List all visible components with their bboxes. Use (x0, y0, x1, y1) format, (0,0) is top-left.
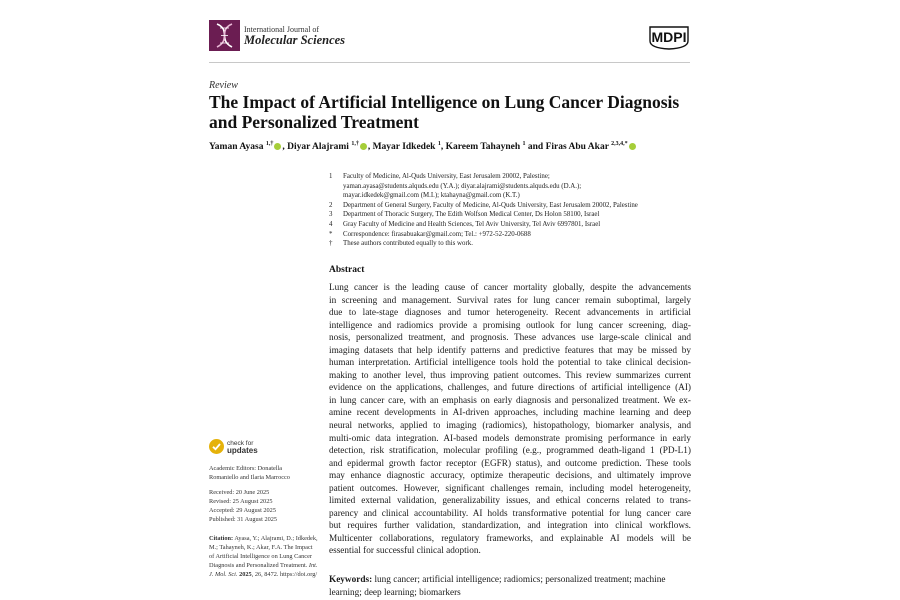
abstract-line: detection, risk stratification, molecular profiling (e.g., programmed death-ligand 1 (PD-L1) (329, 446, 691, 457)
affiliation-row (329, 239, 709, 249)
citation-year: 2025 (237, 571, 252, 578)
citation-label: Citation: (209, 535, 234, 542)
author-affiliation-marker: 1 (437, 141, 441, 147)
citation (209, 534, 319, 579)
author-affiliation-marker: 1,† (265, 141, 274, 147)
affiliation-row (329, 220, 709, 230)
affiliation-row (329, 210, 709, 220)
author-list (209, 141, 699, 152)
date-accepted: Accepted: 29 August 2025 (209, 507, 276, 514)
abstract-line: multi-omic data integration. AI-based models demonstrate promising performance in early (329, 433, 691, 444)
author-name[interactable]: Kareem Tahayneh (445, 142, 523, 153)
abstract-line: making to another level, thus improving patient outcomes. This review summarizes current (329, 370, 691, 381)
abstract-line: Lung cancer is the leading cause of cancer mortality globally, despite the advancements (329, 283, 691, 293)
affiliations (329, 172, 709, 249)
affiliation-marker (329, 182, 343, 192)
abstract-line: Multicenter collaborations, regulatory frameworks, and explainable AI models will be (329, 533, 691, 544)
abstract-line: patient outcomes. However, significant challenges remain, including model heterogeneity, (329, 483, 691, 494)
journal-name-line1: International Journal of (244, 25, 320, 34)
affiliation-row (329, 230, 709, 240)
check-line1: check for (227, 440, 254, 447)
affiliation-marker: 1 (329, 173, 333, 180)
abstract-line: may enhance diagnostic accuracy, optimize therapeutic decisions, and ultimately improve (329, 471, 691, 482)
publication-dates (209, 488, 319, 524)
affiliation-row (329, 201, 709, 211)
affiliation-marker: * (329, 230, 333, 238)
author-name[interactable]: Diyar Alajrami (287, 142, 352, 153)
affiliation-marker: 2 (329, 201, 333, 209)
author-separator: , (367, 142, 373, 153)
abstract-line: but requires further validation, standardization, and integration into clinical workflows. (329, 521, 691, 532)
publisher-name: MDPI (651, 29, 687, 45)
affiliation-text: These authors contributed equally to this work. (343, 240, 473, 248)
editors-line1: Academic Editors: Donatella (209, 465, 283, 472)
affiliation-marker: 3 (329, 211, 333, 219)
abstract-heading: Abstract (329, 265, 365, 275)
orcid-icon[interactable] (274, 143, 281, 150)
author-separator: , (440, 142, 446, 153)
affiliation-text: yaman.ayasa@students.alquds.edu (Y.A.); diyar.alajrami@students.alquds.edu (D.A.); (343, 182, 582, 190)
date-published: Published: 31 August 2025 (209, 516, 278, 523)
abstract-line: due to late-stage diagnoses and tumor heterogeneity. Recent advancements in artificial (329, 308, 691, 319)
orcid-icon[interactable] (360, 143, 367, 150)
abstract-line: nosis, personalized treatment, and prognosis. These advances use large-scale clinical and (329, 333, 691, 344)
author-affiliation-marker: 2,3,4,* (611, 141, 628, 147)
affiliation-marker (329, 191, 343, 201)
author-affiliation-marker: 1,† (351, 141, 359, 147)
affiliation-row (329, 172, 709, 182)
abstract-line: parency and clinical accountability. AI holds transformative potential for lung cancer care (329, 508, 691, 519)
abstract-line: and epidermal growth factor receptor (EGFR) status), and outcome prediction. These tools (329, 458, 691, 469)
affiliation-text: Gray Faculty of Medicine and Health Sciences, Tel Aviv University, Tel Aviv 6997801, Israel (343, 220, 601, 228)
date-revised: Revised: 25 August 2025 (209, 498, 273, 505)
author-name[interactable]: Mayar Idkedek (372, 142, 438, 153)
affiliation-row (329, 182, 709, 192)
abstract-line: intelligence and radiomics provide a promising outlook for lung cancer screening, diag- (329, 320, 691, 331)
check-line2: updates (227, 446, 258, 455)
article-title: The Impact of Artificial Intelligence on Lung Cancer Diagnosis and Personalized Treatment (209, 92, 680, 132)
abstract-line: in screening and management. Survival rates for lung cancer remain suboptimal, largely (329, 295, 691, 306)
journal-logo (209, 20, 240, 51)
abstract-line: imaging datasets that help identify patterns and predictive features that may be missed by (329, 345, 691, 356)
author-separator: , (282, 142, 288, 153)
keywords (329, 574, 699, 599)
abstract-line: essential for successful clinical adoption. (329, 546, 481, 557)
check-for-updates-icon[interactable] (209, 439, 224, 454)
citation-rest[interactable]: , 26, 8472. https://doi.org/ (251, 571, 318, 578)
author-affiliation-marker: 1 (522, 141, 526, 147)
affiliation-marker: 4 (329, 220, 333, 228)
affiliation-text: Department of General Surgery, Faculty of Medicine, Al-Quds University, East Jerusalem 20002, Palestine (343, 201, 638, 209)
journal-name-line2: Molecular Sciences (244, 33, 346, 47)
header-divider (209, 62, 690, 63)
editors-line2: Romaniello and Ilaria Marrocco (209, 474, 290, 481)
affiliation-text: Correspondence: firasabuakar@gmail.com; Tel.: +972-52-220-0688 (343, 230, 531, 238)
author-name[interactable]: Firas Abu Akar (545, 142, 612, 153)
abstract-line: neural networks, applied to imaging (radiomics), histopathology, biomarker analysis, and (329, 421, 691, 432)
abstract-line: limited external validation, generalizability issues, and ethical concerns related to trans- (329, 496, 691, 507)
author-name[interactable]: Yaman Ayasa (209, 142, 266, 153)
keywords-text: lung cancer; artificial intelligence; radiomics; personalized treatment; machine learning; deep learning; biomarkers (329, 575, 666, 598)
affiliation-text: Department of Thoracic Surgery, The Edith Wolfson Medical Center, Ds Holon 58100, Israel (343, 211, 600, 219)
affiliation-text: Faculty of Medicine, Al-Quds University, East Jerusalem 20002, Palestine; (343, 173, 550, 180)
abstract-line: evidence on the applications, challenges, and future directions of artificial intelligence (AI) (329, 383, 691, 394)
abstract-line: in lung cancer care, with an emphasis on early diagnosis and personalized treatment. We ex- (329, 395, 691, 406)
orcid-icon[interactable] (629, 143, 636, 150)
dna-icon (209, 20, 240, 51)
date-received: Received: 20 June 2025 (209, 489, 270, 496)
keywords-label: Keywords: (329, 575, 373, 585)
affiliation-row (329, 191, 709, 201)
academic-editors (209, 464, 319, 482)
citation-text: Ayasa, Y.; Alajrami, D.; Idkedek, M.; Tahayneh, K.; Akar, F.A. The Impact of Artificial Intelligence on Lung Cancer Diagnosis and Personalized Treatment. (209, 535, 318, 569)
article-type: Review (209, 80, 238, 91)
author-separator: and (525, 142, 546, 153)
abstract-body (329, 282, 691, 558)
affiliation-text: mayar.idkedek@gmail.com (M.I.); ktahayna@gmail.com (K.T.) (343, 192, 520, 200)
abstract-line: amine recent developments in AI-driven approaches, including machine learning and deep (329, 408, 691, 419)
citation-journal: Int. J. Mol. Sci. (209, 562, 318, 578)
affiliation-marker: † (329, 240, 333, 248)
abstract-line: human interpretation. Artificial intelligence tools hold the potential to take clinical decision- (329, 358, 691, 369)
checkmark-icon (209, 439, 224, 454)
check-for-updates-label[interactable] (227, 440, 258, 455)
